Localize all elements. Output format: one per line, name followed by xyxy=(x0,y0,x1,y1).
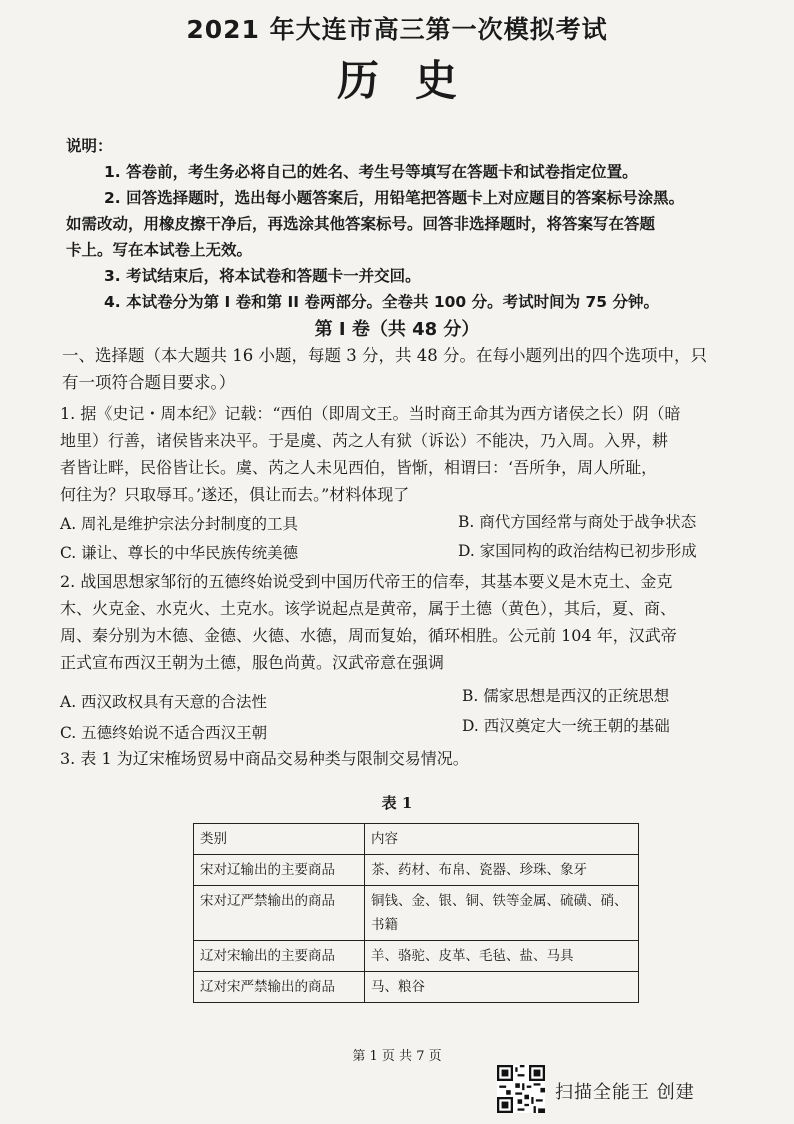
table-row xyxy=(194,855,639,886)
table-1-caption: 表 1 xyxy=(381,794,413,812)
question-2-line-4: 正式宣布西汉王朝为土德，服色尚黄。汉武帝意在强调 xyxy=(60,653,445,672)
question-2-line-3: 周、秦分别为木德、金德、火德、水德，周而复始，循环相胜。公元前 104 年，汉武帝 xyxy=(60,626,677,645)
section-1-heading-line-2: 有一项符合题目要求。） xyxy=(62,373,236,392)
page-number: 第 1 页 共 7 页 xyxy=(352,1049,442,1064)
table-cell-category: 宋对辽输出的主要商品 xyxy=(194,855,365,886)
table-cell-category: 辽对宋严禁输出的商品 xyxy=(194,972,365,1003)
part-1-heading: 第 I 卷（共 48 分） xyxy=(314,319,480,340)
instruction-item-2-line-3: 卡上。写在本试卷上无效。 xyxy=(66,241,253,259)
instruction-item-2-line-2: 如需改动，用橡皮擦干净后，再选涂其他答案标号。回答非选择题时，将答案写在答题 xyxy=(66,215,656,233)
subject-title: 历史 xyxy=(336,56,493,105)
question-1-line-4: 何往为？只取辱耳。’遂还，俱让而去。”材料体现了 xyxy=(60,485,410,504)
table-row xyxy=(194,886,639,941)
question-2-option-a: A. 西汉政权具有天意的合法性 xyxy=(60,693,268,711)
question-1-line-1: 1. 据《史记・周本纪》记载：“西伯（即周文王。当时商王命其为西方诸侯之长）阴（暗 xyxy=(60,404,681,423)
question-1-option-a: A. 周礼是维护宗法分封制度的工具 xyxy=(60,515,299,533)
instruction-item-1: 1. 答卷前，考生务必将自己的姓名、考生号等填写在答题卡和试卷指定位置。 xyxy=(104,163,638,181)
table-cell-category: 辽对宋输出的主要商品 xyxy=(194,941,365,972)
trade-table xyxy=(193,823,639,1003)
table-cell-content: 茶、药材、布帛、瓷器、珍珠、象牙 xyxy=(365,855,639,886)
question-1-option-c: C. 谦让、尊长的中华民族传统美德 xyxy=(60,544,299,562)
question-2-option-b: B. 儒家思想是西汉的正统思想 xyxy=(462,687,670,705)
table-cell-content: 羊、骆驼、皮革、毛毡、盐、马具 xyxy=(365,941,639,972)
section-1-heading-line-1: 一、选择题（本大题共 16 小题，每题 3 分，共 48 分。在每小题列出的四个选项中，只 xyxy=(62,346,707,365)
table-cell-content: 马、粮谷 xyxy=(365,972,639,1003)
table-header-content: 内容 xyxy=(365,824,639,855)
question-1-line-3: 者皆让畔，民俗皆让长。虞、芮之人未见西伯，皆惭，相谓曰：‘吾所争，周人所耻， xyxy=(60,458,658,477)
table-cell-content: 铜钱、金、银、铜、铁等金属、硫磺、硝、书籍 xyxy=(365,886,639,941)
table-row xyxy=(194,972,639,1003)
question-1-option-b: B. 商代方国经常与商处于战争状态 xyxy=(458,513,697,531)
table-header-row xyxy=(194,824,639,855)
instruction-item-4: 4. 本试卷分为第 I 卷和第 II 卷两部分。全卷共 100 分。考试时间为 75 分钟。 xyxy=(104,293,659,311)
instruction-item-3: 3. 考试结束后，将本试卷和答题卡一并交回。 xyxy=(104,267,421,285)
question-1-line-2: 地里）行善，诸侯皆来决平。于是虞、芮之人有狱（诉讼）不能决，乃入周。入界，耕 xyxy=(60,431,669,450)
question-1-option-d: D. 家国同构的政治结构已初步形成 xyxy=(458,542,697,560)
instructions-label: 说明： xyxy=(66,137,113,155)
question-2-line-2: 木、火克金、水克火、土克水。该学说起点是黄帝，属于土德（黄色），其后，夏、商、 xyxy=(60,599,677,618)
table-row xyxy=(194,941,639,972)
question-3-stem: 3. 表 1 为辽宋榷场贸易中商品交易种类与限制交易情况。 xyxy=(60,749,469,768)
question-2-option-c: C. 五德终始说不适合西汉王朝 xyxy=(60,724,268,742)
table-header-category: 类别 xyxy=(194,824,365,855)
qr-code-icon xyxy=(497,1065,545,1113)
question-2-option-d: D. 西汉奠定大一统王朝的基础 xyxy=(462,717,670,735)
scanner-watermark: 扫描全能王 创建 xyxy=(555,1082,695,1103)
question-2-line-1: 2. 战国思想家邹衍的五德终始说受到中国历代帝王的信奉，其基本要义是木克土、金克 xyxy=(60,572,673,591)
table-cell-category: 宋对辽严禁输出的商品 xyxy=(194,886,365,941)
instruction-item-2-line-1: 2. 回答选择题时，选出每小题答案后，用铅笔把答题卡上对应题目的答案标号涂黑。 xyxy=(104,189,685,207)
exam-title: 2021 年大连市高三第一次模拟考试 xyxy=(186,15,608,44)
